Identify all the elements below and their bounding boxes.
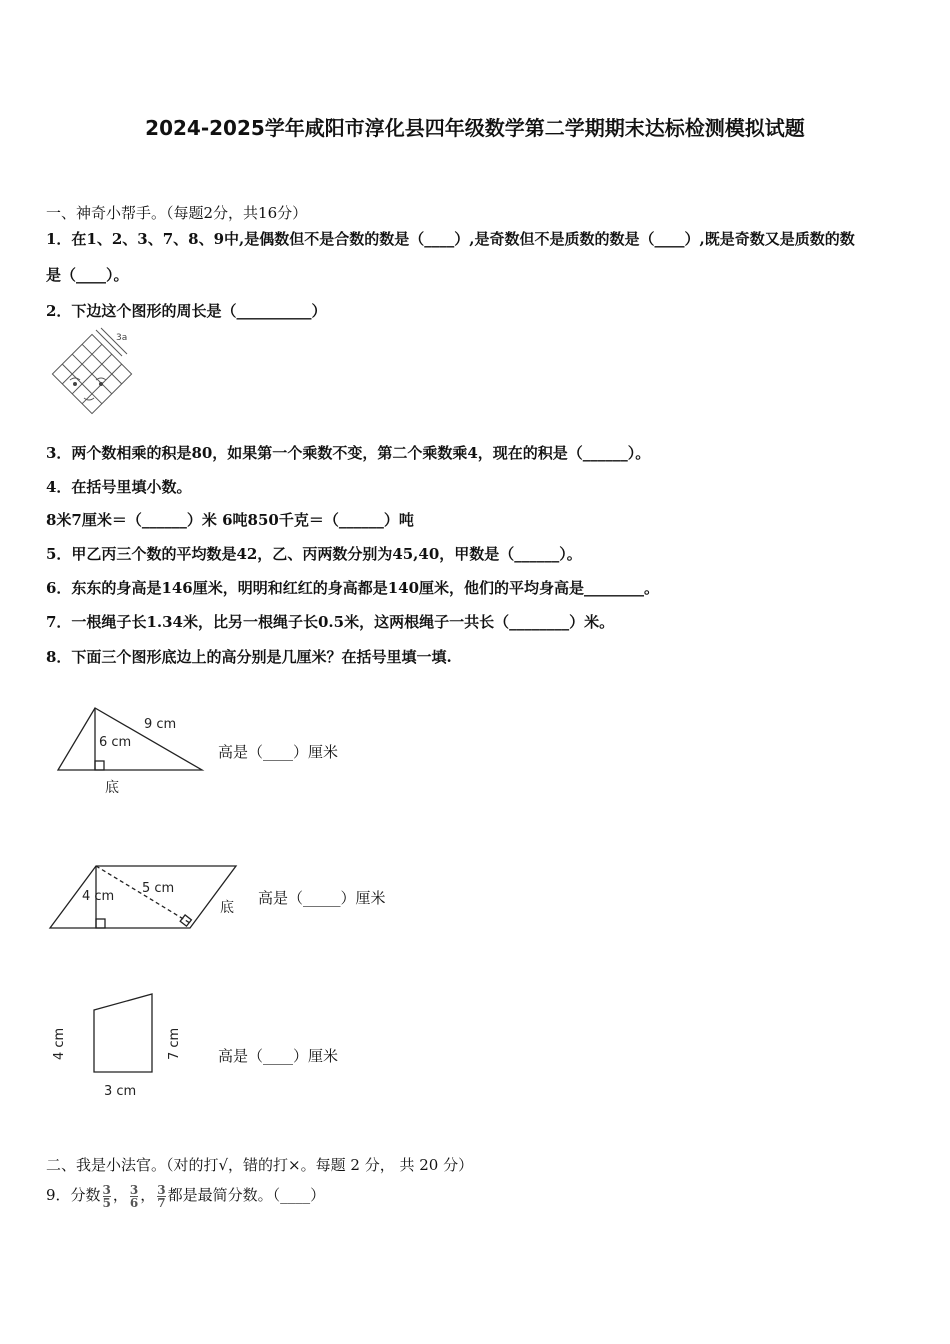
question-4: 4．在括号里填小数。 bbox=[46, 478, 192, 496]
question-4-items: 8米7厘米＝（______）米 6吨850千克＝（______）吨 bbox=[46, 511, 414, 529]
triangle-answer: 高是（____）厘米 bbox=[218, 743, 339, 761]
question-1-line-1: 1．在1、2、3、7、8、9中,是偶数但不是合数的数是（____）,是奇数但不是质数的数是（____）,既是奇数又是质数的数 bbox=[46, 230, 855, 248]
fraction-numerator: 3 bbox=[102, 1182, 111, 1197]
parallelogram-diagonal-label: 5 cm bbox=[142, 881, 175, 896]
question-7: 7．一根绳子长1.34米，比另一根绳子长0.5米，这两根绳子一共长（________）米。 bbox=[46, 613, 615, 631]
question-2-grid-figure bbox=[44, 326, 144, 431]
parallelogram-base-label: 底 bbox=[220, 900, 234, 916]
question-6: 6．东东的身高是146厘米，明明和红红的身高都是140厘米，他们的平均身高是________。 bbox=[46, 579, 660, 597]
fraction-numerator: 3 bbox=[129, 1182, 139, 1197]
fraction-3-6 bbox=[130, 1184, 138, 1209]
fraction-separator: ， bbox=[112, 1186, 128, 1204]
triangle-height-label: 6 cm bbox=[99, 735, 132, 750]
question-1-line-2: 是（____）。 bbox=[46, 266, 129, 284]
question-9-suffix: 都是最简分数。（____） bbox=[167, 1186, 326, 1204]
fraction-3-5 bbox=[103, 1184, 111, 1209]
section-1-heading: 一、神奇小帮手。（每题2分，共16分） bbox=[46, 204, 308, 222]
parallelogram-figure bbox=[44, 858, 244, 938]
triangle-side-label: 9 cm bbox=[144, 717, 177, 732]
question-9 bbox=[46, 1180, 325, 1210]
question-9-prefix: 9．分数 bbox=[46, 1186, 101, 1204]
fraction-denominator: 5 bbox=[102, 1195, 111, 1210]
trapezoid-figure bbox=[44, 988, 194, 1103]
section-2-heading: 二、我是小法官。（对的打√，错的打×。每题 2 分， 共 20 分） bbox=[46, 1156, 474, 1174]
fraction-denominator: 7 bbox=[157, 1195, 166, 1210]
triangle-base-label: 底 bbox=[105, 780, 119, 796]
question-2-grid-label: 3a bbox=[116, 333, 128, 343]
question-8: 8．下面三个图形底边上的高分别是几厘米？在括号里填一填. bbox=[46, 648, 452, 666]
fraction-separator: ， bbox=[140, 1186, 156, 1204]
fraction-denominator: 6 bbox=[129, 1195, 139, 1210]
fraction-3-7 bbox=[157, 1184, 165, 1209]
parallelogram-answer: 高是（_____）厘米 bbox=[258, 889, 386, 907]
trapezoid-answer: 高是（____）厘米 bbox=[218, 1047, 339, 1065]
question-2: 2．下边这个图形的周长是（__________） bbox=[46, 302, 327, 320]
question-3: 3．两个数相乘的积是80，如果第一个乘数不变，第二个乘数乘4，现在的积是（______）。 bbox=[46, 444, 651, 462]
triangle-figure bbox=[50, 700, 220, 800]
question-5: 5．甲乙丙三个数的平均数是42，乙、丙两数分别为45,40，甲数是（______）。 bbox=[46, 545, 582, 563]
page-title: 2024-2025学年咸阳市淳化县四年级数学第二学期期末达标检测模拟试题 bbox=[145, 116, 805, 140]
trapezoid-bottom-label: 3 cm bbox=[104, 1084, 137, 1099]
trapezoid-left-label: 4 cm bbox=[52, 1027, 67, 1060]
trapezoid-right-label: 7 cm bbox=[167, 1027, 182, 1060]
fraction-numerator: 3 bbox=[157, 1182, 166, 1197]
parallelogram-height-label: 4 cm bbox=[82, 889, 115, 904]
